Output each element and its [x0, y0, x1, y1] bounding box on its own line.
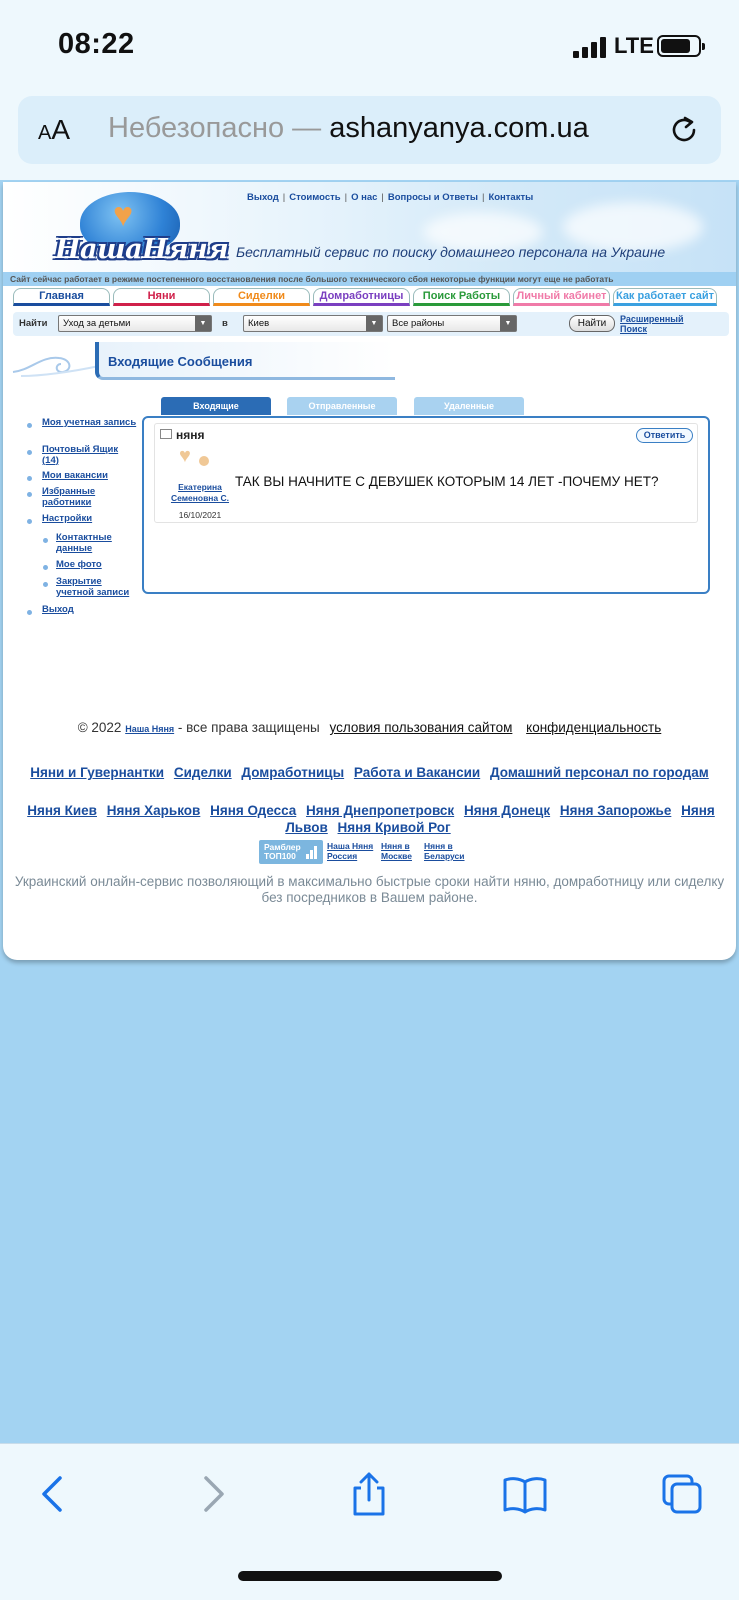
forward-icon[interactable] [190, 1472, 234, 1516]
footer-categories [23, 764, 716, 781]
sidebar-subitem-photo[interactable]: Мое фото [56, 559, 102, 570]
link-russia[interactable]: Наша Няня Россия [327, 841, 374, 861]
url-text[interactable]: Небезопасно — ashanyanya.com.ua [108, 112, 589, 144]
find-button[interactable]: Найти [569, 315, 615, 332]
tab-housekeepers[interactable]: Домработницы [313, 288, 410, 306]
text-size-button[interactable]: AA [38, 114, 71, 145]
tab-job-search[interactable]: Поиск Работы [413, 288, 510, 306]
in-label: в [222, 318, 228, 329]
site-description: Украинский онлайн-сервис позволяющий в максимально быстрые сроки найти няню, домработницу или сиделку без посредников в Вашем районе. [14, 874, 725, 905]
bookmarks-icon[interactable] [503, 1472, 547, 1516]
chevron-down-icon: ▼ [195, 316, 211, 331]
main-nav [13, 288, 729, 308]
avatar: ♥ [177, 446, 213, 474]
terms-link[interactable]: условия пользования сайтом [329, 720, 513, 735]
envelope-icon [160, 429, 172, 439]
site-tagline: Бесплатный сервис по поиску домашнего персонала на Украине [236, 244, 666, 260]
footer-link-housekeepers[interactable]: Домработницы [241, 765, 345, 780]
footer-link-kyiv[interactable]: Няня Киев [27, 803, 97, 818]
site-logo[interactable]: ♥ НашаНяня [55, 192, 205, 272]
reply-button[interactable]: Ответить [636, 428, 693, 443]
sidebar-item-logout[interactable]: Выход [42, 604, 74, 615]
reload-icon[interactable] [668, 114, 700, 146]
top-link-contacts[interactable]: Контакты [488, 192, 534, 203]
tab-home[interactable]: Главная [13, 288, 110, 306]
sidebar-item-settings[interactable]: Настройки [42, 513, 93, 524]
brand-link[interactable]: Наша Няня [125, 724, 175, 734]
sidebar-item-mailbox[interactable]: Почтовый Ящик (14) [42, 444, 119, 466]
footer-link-jobs[interactable]: Работа и Вакансии [353, 765, 481, 780]
status-time: 08:22 [58, 28, 135, 60]
chevron-down-icon: ▼ [500, 316, 516, 331]
message-list [142, 416, 710, 594]
message-author[interactable]: Екатерина Семеновна С. [170, 482, 230, 503]
site-notice: Сайт сейчас работает в режиме постепенного восстановления после большого технического сбоя некоторые функции могут еще не работать [3, 272, 736, 286]
signal-icon [573, 36, 607, 58]
tab-deleted[interactable]: Удаленные [414, 397, 524, 415]
tab-account[interactable]: Личный кабинет [513, 288, 610, 306]
tab-how-it-works[interactable]: Как работает сайт [613, 288, 717, 306]
rambler-top100-badge[interactable]: Рамблер ТОП100 [259, 840, 323, 864]
tab-caregivers[interactable]: Сиделки [213, 288, 310, 306]
district-select[interactable]: Все районы ▼ [387, 315, 517, 332]
privacy-link[interactable]: конфиденциальность [526, 720, 662, 735]
top-link-faq[interactable]: Вопросы и Ответы [387, 192, 478, 203]
sidebar-subitem-close-account[interactable]: Закрытие учетной записи [56, 576, 130, 598]
sidebar-item-account[interactable]: Моя учетная запись [42, 417, 137, 428]
message-sender-type: няня [176, 428, 205, 442]
footer-link-kharkiv[interactable]: Няня Харьков [106, 803, 201, 818]
tab-nannies[interactable]: Няни [113, 288, 210, 306]
share-icon[interactable] [347, 1472, 391, 1516]
chevron-down-icon: ▼ [366, 316, 382, 331]
footer-link-caregivers[interactable]: Сиделки [173, 765, 232, 780]
footer-link-donetsk[interactable]: Няня Донецк [463, 803, 551, 818]
link-moscow[interactable]: Няня в Москве [381, 841, 412, 861]
page-title: Входящие Сообщения [108, 354, 253, 369]
city-select[interactable]: Киев ▼ [243, 315, 383, 332]
link-belarus[interactable]: Няня в Беларуси [424, 841, 465, 861]
copyright-line: © 2022 Наша Няня - все права защищены условия пользования сайтом конфиденциальность [77, 720, 662, 735]
message-date: 16/10/2021 [178, 510, 222, 520]
tab-sent[interactable]: Отправленные [287, 397, 397, 415]
footer-link-dnipro[interactable]: Няня Днепропетровск [306, 803, 455, 818]
search-label: Найти [19, 318, 48, 329]
network-label: LTE [614, 33, 654, 58]
footer-cities [23, 802, 716, 836]
footer-link-kryvyi-rih[interactable]: Няня Кривой Рог [337, 820, 451, 835]
footer-link-nannies[interactable]: Няни и Гувернантки [30, 765, 165, 780]
web-page [3, 182, 736, 960]
address-bar[interactable] [18, 96, 721, 164]
swirl-ornament-icon [11, 342, 101, 382]
back-icon[interactable] [32, 1472, 76, 1516]
category-select[interactable]: Уход за детьми ▼ [58, 315, 212, 332]
home-indicator[interactable] [238, 1571, 502, 1581]
advanced-search-link[interactable]: Расширенный Поиск [620, 314, 684, 334]
sidebar-subitem-contacts[interactable]: Контактные данные [56, 532, 112, 554]
top-link-logout[interactable]: Выход [247, 192, 279, 203]
tabs-icon[interactable] [660, 1472, 704, 1516]
top-links: Выход | Стоимость | О нас | Вопросы и Ответы | Контакты [247, 192, 534, 203]
battery-icon [657, 35, 701, 57]
footer-link-lviv[interactable]: Няня Львов [285, 803, 715, 835]
status-bar [0, 0, 739, 90]
message-text[interactable]: ТАК ВЫ НАЧНИТЕ С ДЕВУШЕК КОТОРЫМ 14 ЛЕТ -ПОЧЕМУ НЕТ? [235, 474, 659, 489]
footer-link-odesa[interactable]: Няня Одесса [210, 803, 297, 818]
bar-chart-icon [306, 846, 318, 859]
search-bar [13, 312, 729, 336]
browser-address-area [0, 90, 739, 180]
top-link-pricing[interactable]: Стоимость [289, 192, 341, 203]
tab-inbox[interactable]: Входящие [161, 397, 271, 415]
site-header [3, 182, 736, 276]
footer-link-zaporizhzhia[interactable]: Няня Запорожье [559, 803, 672, 818]
message-item[interactable] [154, 423, 698, 523]
top-link-about[interactable]: О нас [351, 192, 378, 203]
sidebar-item-favorites[interactable]: Избранные работники [42, 486, 96, 508]
footer-link-by-city[interactable]: Домашний персонал по городам [489, 765, 709, 780]
sidebar-item-vacancies[interactable]: Мои вакансии [42, 470, 108, 481]
